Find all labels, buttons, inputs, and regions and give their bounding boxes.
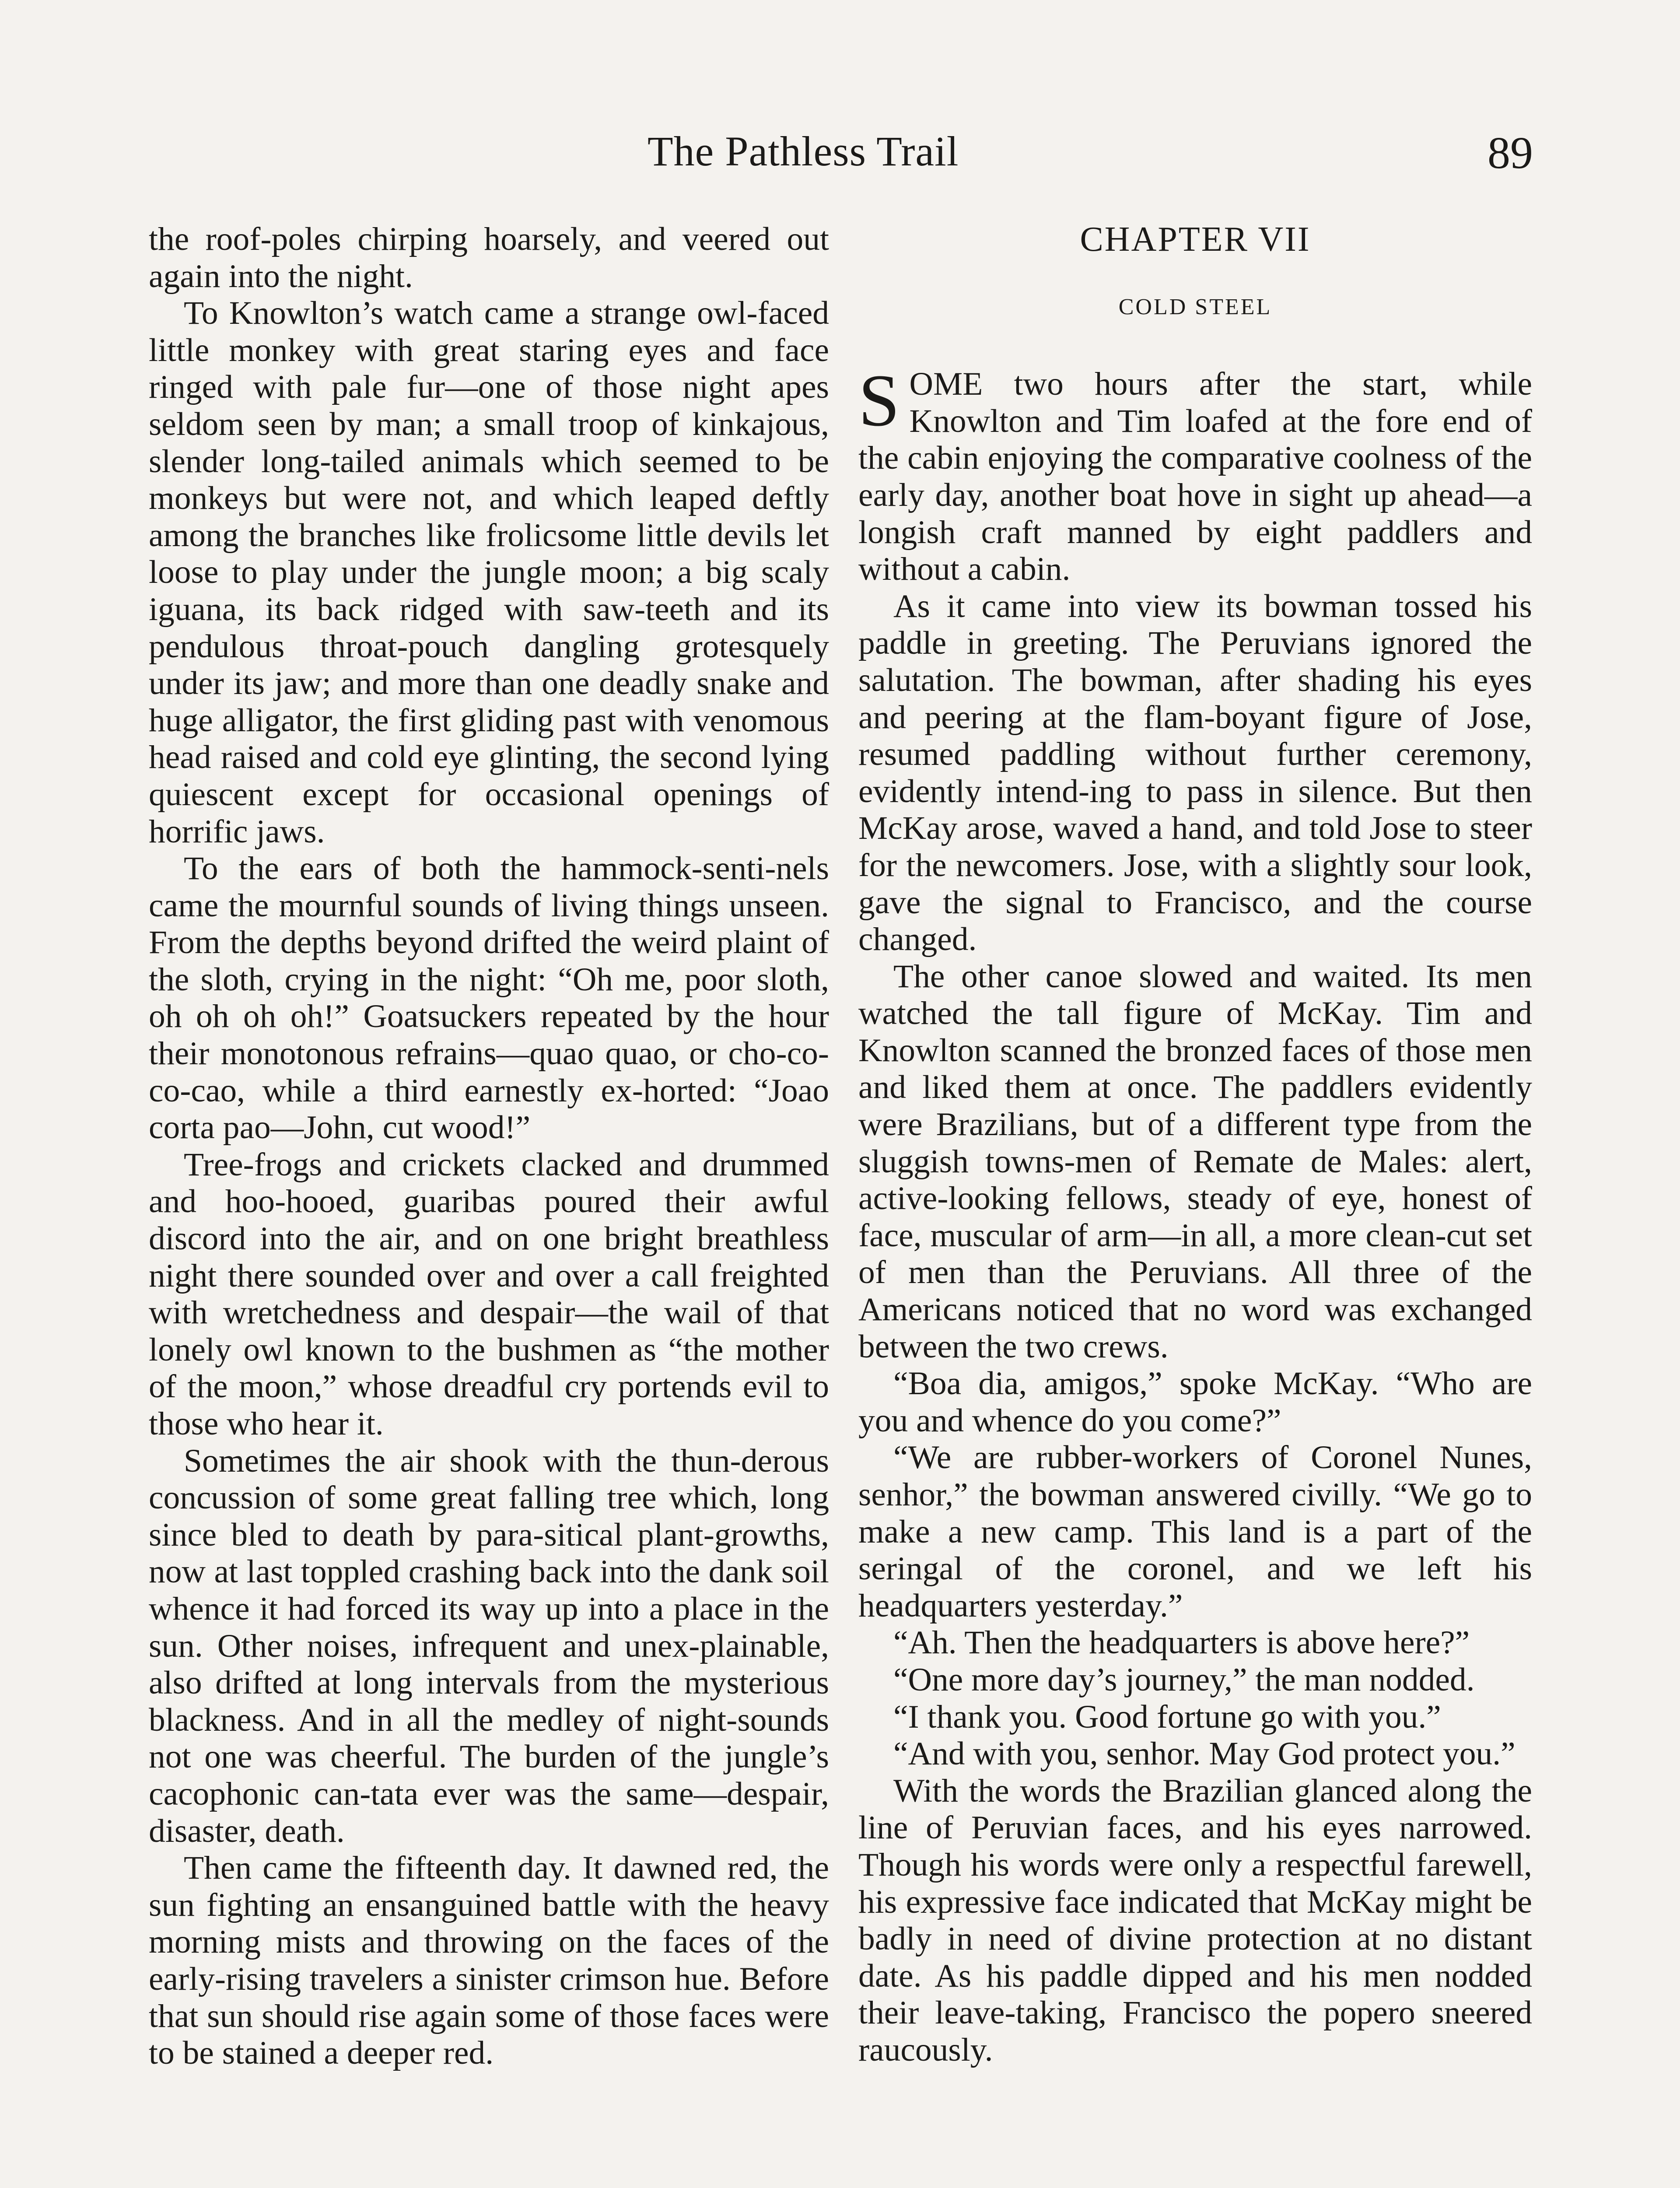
- left-column: [149, 221, 829, 2072]
- paragraph: With the words the Brazilian glanced along the line of Peruvian faces, and his eyes narrowed. Though his words were only a respectful farewell, his expressive face indicated that McKay might be badly in need of divine protection at no distant date. As his paddle dipped and his men nodded their leave-taking, Francisco the popero sneered raucously.: [858, 1772, 1532, 2068]
- paragraph: the roof-poles chirping hoarsely, and veered out again into the night.: [149, 221, 829, 295]
- book-title: The Pathless Trail: [648, 128, 959, 175]
- opening-paragraph-text: OME two hours after the start, while Knowlton and Tim loafed at the fore end of the cabin enjoying the comparative coolness of the early day, another boat hove in sight up ahead—a longish craft manned by eight paddlers and without a cabin.: [858, 366, 1532, 588]
- page-number: 89: [1488, 128, 1533, 178]
- paragraph: “I thank you. Good fortune go with you.”: [893, 1698, 1441, 1735]
- paragraph: To Knowlton’s watch came a strange owl-faced little monkey with great staring eyes and face ringed with pale fur—one of those night apes seldom seen by man; a small troop of kinkajous, slender long-tailed animals which seemed to be monkeys but were not, and which leaped deftly among the branches like frolicsome little devils let loose to play under the jungle moon; a big scaly iguana, its back ridged with saw-teeth and its pendulous throat-pouch dangling grotesquely under its jaw; and more than one deadly snake and huge alligator, the first gliding past with venomous head raised and cold eye glinting, the second lying quiescent except for occasional openings of horrific jaws.: [149, 295, 829, 850]
- chapter-heading: CHAPTER VII: [1080, 220, 1311, 259]
- opening-paragraph: [858, 359, 1532, 588]
- paragraph: Tree-frogs and crickets clacked and drummed and hoo-hooed, guaribas poured their awful discord into the air, and on one bright breathless night there sounded over and over a call freighted with wretchedness and despair—the wail of that lonely owl known to the bushmen as “the mother of the moon,” whose dreadful cry portends evil to those who hear it.: [149, 1146, 829, 1442]
- right-column: [858, 221, 1532, 2069]
- paragraph: Sometimes the air shook with the thun-derous concussion of some great falling tree which, long since bled to death by para-sitical plant-growths, now at last toppled crashing back into the dank soil whence it had forced its way up into a place in the sun. Other noises, infrequent and unex-plainable, also drifted at long intervals from the mysterious blackness. And in all the medley of night-sounds not one was cheerful. The burden of the jungle’s cacophonic can-tata ever was the same—despair, disaster, death.: [149, 1442, 829, 1849]
- paragraph: “Boa dia, amigos,” spoke McKay. “Who are you and whence do you come?”: [858, 1365, 1532, 1439]
- paragraph: The other canoe slowed and waited. Its men watched the tall figure of McKay. Tim and Knowlton scanned the bronzed faces of those men and liked them at once. The paddlers evidently were Brazilians, but of a different type from the sluggish towns-men of Remate de Males: alert, active-looking fellows, steady of eye, honest of face, muscular of arm—in all, a more clean-cut set of men than the Peruvians. All three of the Americans noticed that no word was exchanged between the two crews.: [858, 958, 1532, 1365]
- paragraph: “And with you, senhor. May God protect you.”: [893, 1736, 1516, 1772]
- paragraph: “Ah. Then the headquarters is above here?”: [893, 1624, 1470, 1661]
- running-header: [0, 127, 1680, 188]
- paragraph: To the ears of both the hammock-senti-nels came the mournful sounds of living things unseen. From the depths beyond drifted the weird plaint of the sloth, crying in the night: “Oh me, poor sloth, oh oh oh oh!” Goatsuckers repeated by the hour their monotonous refrains—quao quao, or cho-co-co-cao, while a third earnestly ex-horted: “Joao corta pao—John, cut wood!”: [149, 850, 829, 1146]
- paragraph: “One more day’s journey,” the man nodded.: [893, 1661, 1475, 1698]
- drop-cap: S: [858, 359, 900, 442]
- paragraph: Then came the fifteenth day. It dawned red, the sun fighting an ensanguined battle with the heavy morning mists and throwing on the faces of the early-rising travelers a sinister crimson hue. Before that sun should rise again some of those faces were to be stained a deeper red.: [149, 1850, 829, 2072]
- paragraph: As it came into view its bowman tossed his paddle in greeting. The Peruvians ignored the salutation. The bowman, after shading his eyes and peering at the flam-boyant figure of Jose, resumed paddling without further ceremony, evidently intend-ing to pass in silence. But then McKay arose, waved a hand, and told Jose to steer for the newcomers. Jose, with a slightly sour look, gave the signal to Francisco, and the course changed.: [858, 588, 1532, 958]
- chapter-title: COLD STEEL: [1118, 294, 1272, 319]
- paragraph: “We are rubber-workers of Coronel Nunes, senhor,” the bowman answered civilly. “We go to make a new camp. This land is a part of the seringal of the coronel, and we left his headquarters yesterday.”: [858, 1439, 1532, 1624]
